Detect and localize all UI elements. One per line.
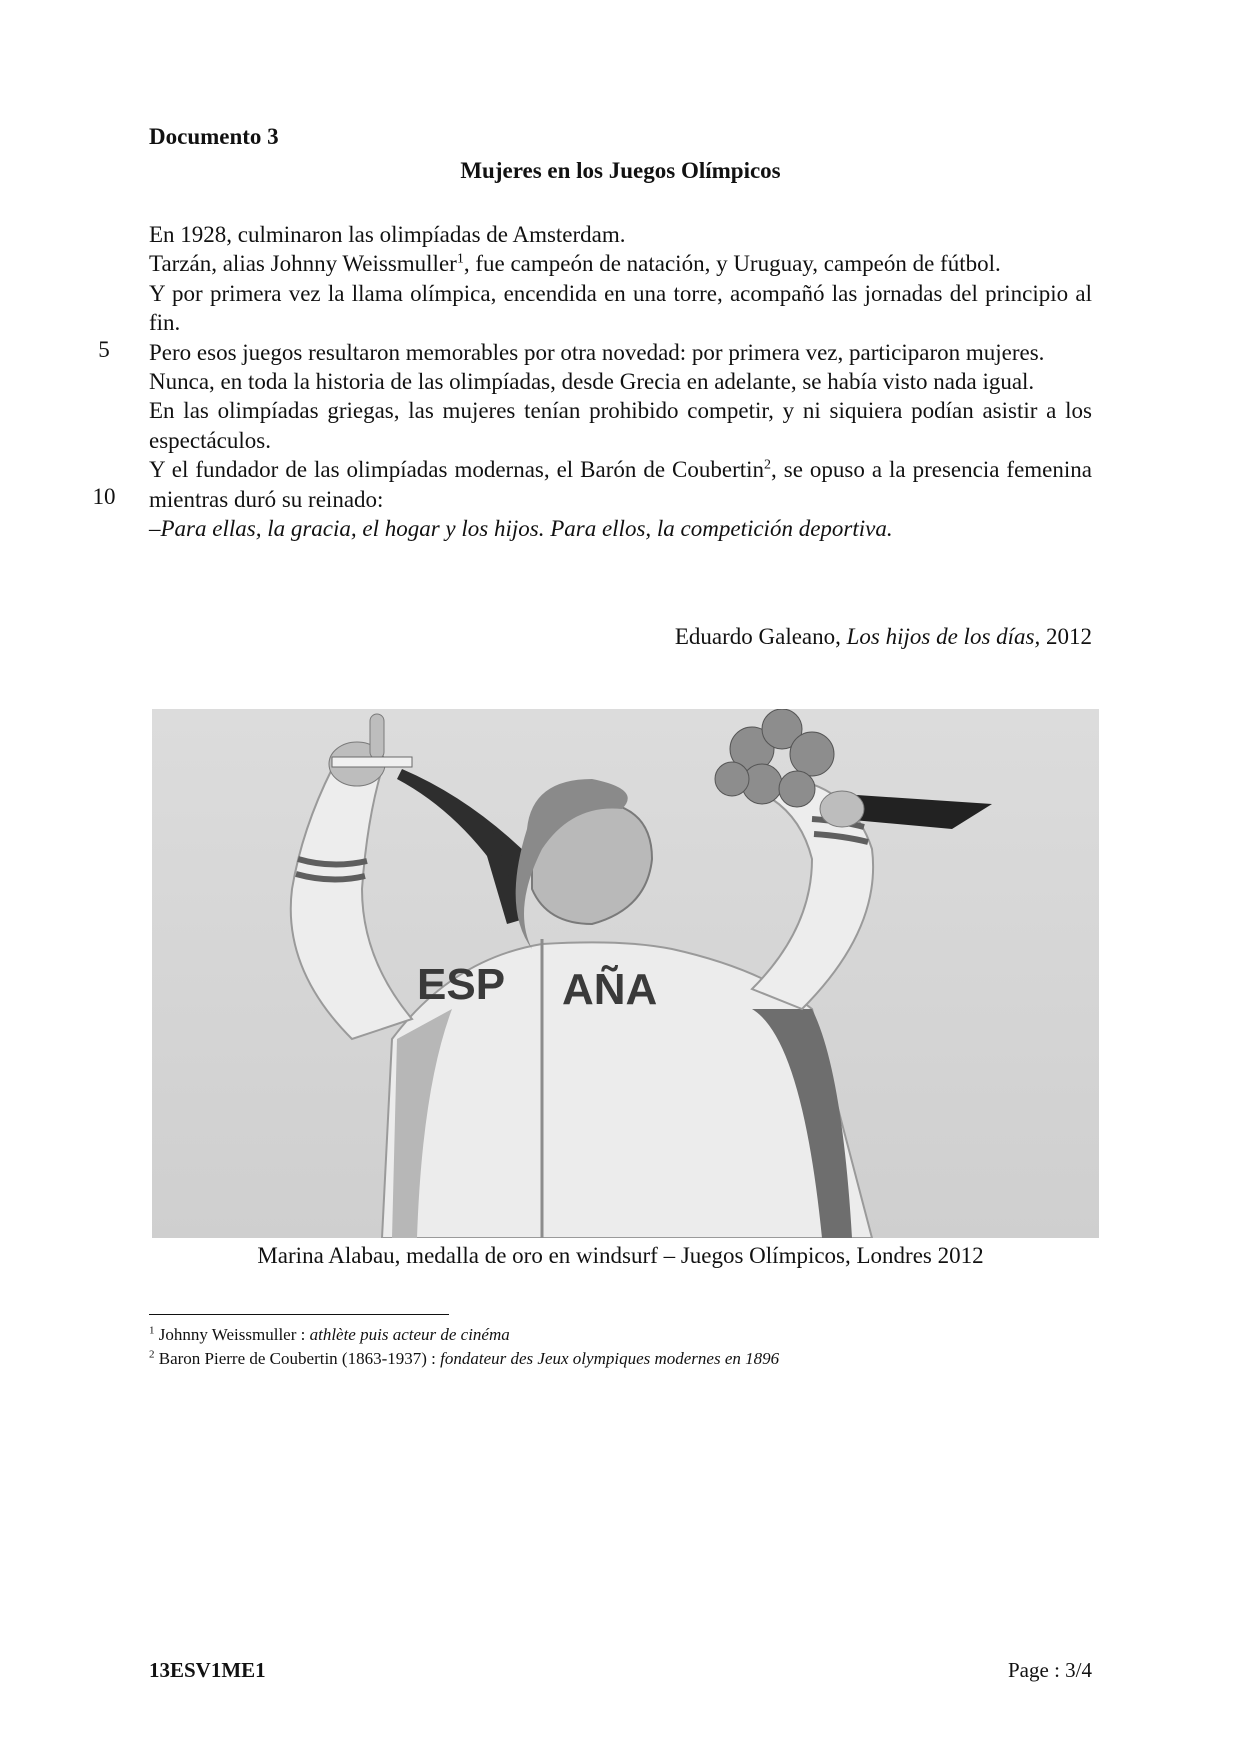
- footnote-ref: 1: [456, 251, 464, 267]
- text-segment: Tarzán, alias Johnny Weissmuller: [149, 251, 457, 277]
- text-segment: , fue campeón de natación, y Uruguay, campeón de fútbol.: [463, 251, 1001, 277]
- line-number-5: 5: [98, 337, 110, 362]
- footnote-item: [149, 1347, 779, 1371]
- footnote-item: [149, 1323, 779, 1347]
- footnote-definition: athlète puis acteur de cinéma: [309, 1325, 510, 1344]
- text-paragraph: [149, 455, 1092, 514]
- photo-caption: Marina Alabau, medalla de oro en windsurf – Juegos Olímpicos, Londres 2012: [257, 1243, 984, 1268]
- text-line: En 1928, culminaron las olimpíadas de Amsterdam.: [149, 222, 626, 247]
- footnote-term: Johnny Weissmuller :: [158, 1325, 310, 1344]
- footnote-number: 2: [149, 1348, 155, 1361]
- text-paragraph: Pero esos juegos resultaron memorables por otra novedad: por primera vez, participaron mujeres.: [149, 339, 1045, 365]
- photo: [152, 709, 1099, 1238]
- footnote-definition: fondateur des Jeux olympiques modernes en 1896: [440, 1349, 780, 1368]
- body-text: [149, 220, 1092, 543]
- attribution: [675, 624, 1092, 650]
- document-label: Documento 3: [149, 124, 279, 149]
- book-title: Los hijos de los días,: [846, 624, 1041, 649]
- text-paragraph: Nunca, en toda la historia de las olimpíadas, desde Grecia en adelante, se había visto nada igual.: [149, 369, 1035, 395]
- footnote-number: 1: [149, 1324, 155, 1337]
- jacket-text-right: AÑA: [562, 965, 658, 1014]
- quote: –Para ellas, la gracia, el hogar y los hijos. Para ellos, la competición deportiva.: [149, 516, 893, 542]
- footnote-term: Baron Pierre de Coubertin (1863-1937) :: [158, 1349, 441, 1368]
- year: 2012: [1040, 624, 1092, 649]
- page-number: Page : 3/4: [1008, 1658, 1092, 1682]
- footnote-ref: 2: [764, 457, 772, 473]
- line-number-10: 10: [92, 484, 116, 509]
- footnotes: [149, 1323, 779, 1371]
- jacket-text-left: ESP: [417, 960, 506, 1009]
- athlete-photo-illustration: [152, 709, 1099, 1238]
- text-segment: , se opuso a la presencia femenina mientras duró su reinado:: [149, 457, 1092, 512]
- text-paragraph: Y por primera vez la llama olímpica, encendida en una torre, acompañó las jornadas del principio al fin.: [149, 280, 1092, 336]
- document-title: Mujeres en los Juegos Olímpicos: [460, 158, 781, 183]
- text-paragraph: En las olimpíadas griegas, las mujeres tenían prohibido competir, y ni siquiera podían asistir a los espectáculos.: [149, 398, 1092, 453]
- footer-code: 13ESV1ME1: [149, 1658, 266, 1682]
- author: Eduardo Galeano,: [674, 624, 847, 649]
- footnote-divider: [149, 1314, 449, 1315]
- text-line: [149, 249, 1092, 278]
- text-segment: Y el fundador de las olimpíadas modernas, el Barón de Coubertin: [149, 457, 765, 483]
